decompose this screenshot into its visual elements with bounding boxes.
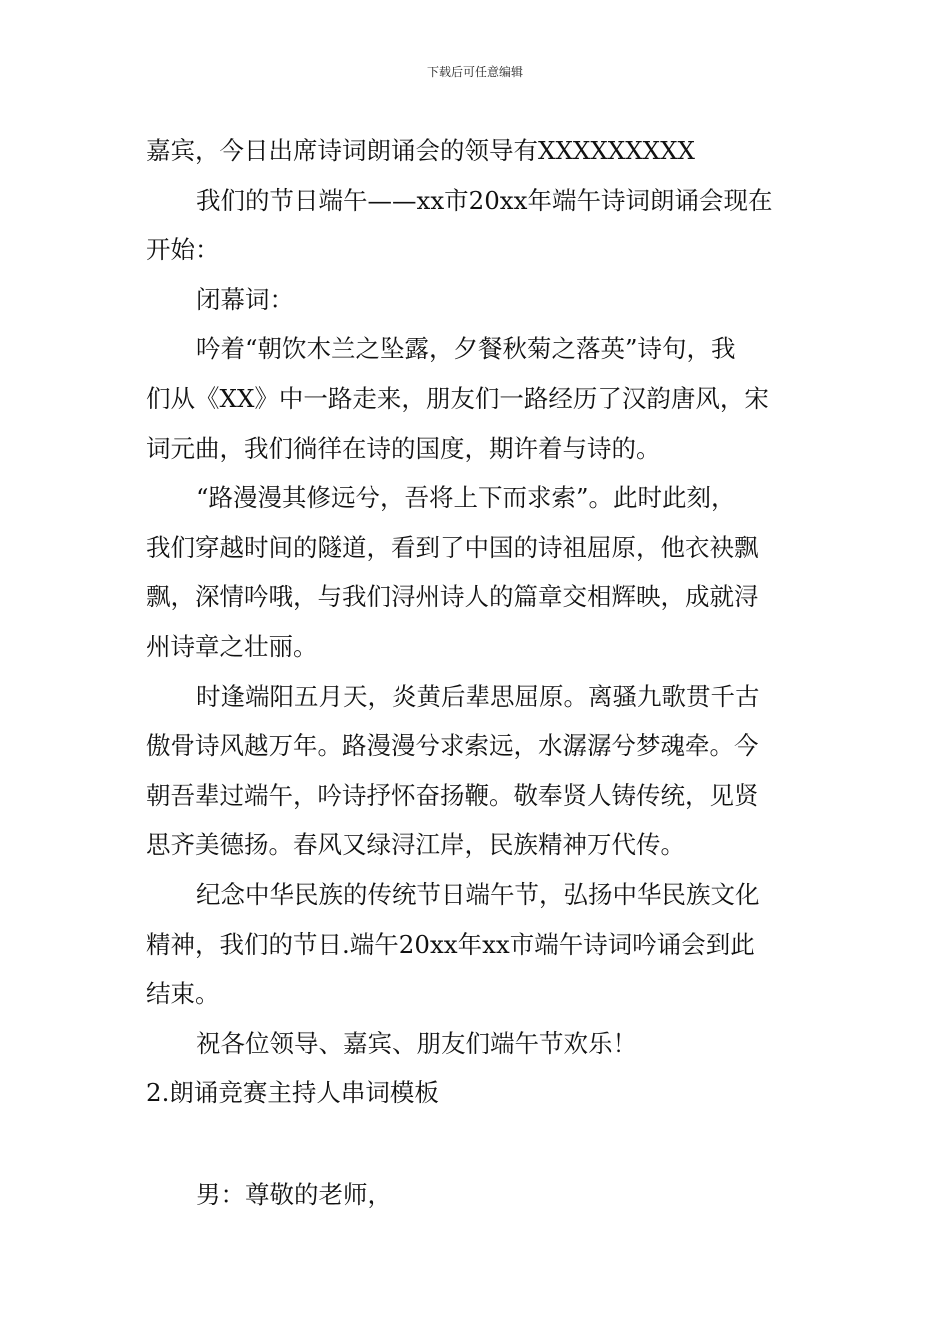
paragraph-line: 纪念中华民族的传统节日端午节，弘扬中华民族文化: [196, 879, 760, 909]
paragraph-line: 我们的节日端午——xx市20xx年端午诗词朗诵会现在: [196, 185, 773, 215]
paragraph-line: 祝各位领导、嘉宾、朋友们端午节欢乐！: [196, 1028, 637, 1058]
blank-line: [146, 1118, 810, 1170]
paragraph-line: 2.朗诵竞赛主持人串词模板: [146, 1078, 439, 1108]
paragraph-poem-intro: [146, 324, 810, 473]
paragraph-quyuan: [146, 473, 810, 671]
paragraph-host-male: [146, 1170, 810, 1220]
paragraph-closing-title: [146, 275, 810, 325]
paragraph-line: 们从《XX》中一路走来，朋友们一路经历了汉韵唐风，宋: [146, 383, 769, 413]
paragraph-line: 精神，我们的节日.端午20xx年xx市端午诗词吟诵会到此: [146, 929, 755, 959]
paragraph-line: “路漫漫其修远兮，吾将上下而求索”。此时此刻，: [196, 483, 736, 513]
paragraph-opening: [146, 176, 810, 275]
paragraph-line: 飘，深情吟哦，与我们浔州诗人的篇章交相辉映，成就浔: [146, 582, 759, 612]
paragraph-line: 吟着“朝饮木兰之坠露，夕餐秋菊之落英”诗句，我: [196, 334, 736, 364]
paragraph-line: 男：尊敬的老师，: [196, 1179, 392, 1209]
paragraph-line: 结束。: [146, 979, 220, 1009]
paragraph-line: 时逢端阳五月天，炎黄后辈思屈原。离骚九歌贯千古: [196, 681, 760, 711]
paragraph-line: 州诗章之壮丽。: [146, 631, 318, 661]
paragraph-line: 思齐美德扬。春风又绿浔江岸，民族精神万代传。: [146, 830, 685, 860]
paragraph-conclusion: [146, 870, 810, 1019]
paragraph-line: 朝吾辈过端午，吟诗抒怀奋扬鞭。敬奉贤人铸传统，见贤: [146, 780, 759, 810]
paragraph-verse: [146, 672, 810, 870]
paragraph-line: 开始：: [146, 235, 220, 265]
paragraph-line: 词元曲，我们徜徉在诗的国度，期许着与诗的。: [146, 433, 661, 463]
paragraph-line: 闭幕词：: [196, 284, 294, 314]
paragraph-line: 我们穿越时间的隧道，看到了中国的诗祖屈原，他衣袂飘: [146, 532, 759, 562]
paragraph-line: 傲骨诗风越万年。路漫漫兮求索远，水潺潺兮梦魂牵。今: [146, 731, 759, 761]
paragraph-guests: [146, 126, 810, 176]
paragraph-line: 嘉宾，今日出席诗词朗诵会的领导有XXXXXXXXX: [146, 136, 695, 165]
section-heading: [146, 1068, 810, 1118]
document-body: [146, 126, 810, 1219]
paragraph-wishes: [146, 1019, 810, 1069]
page-header: 下载后可任意编辑: [426, 65, 523, 79]
